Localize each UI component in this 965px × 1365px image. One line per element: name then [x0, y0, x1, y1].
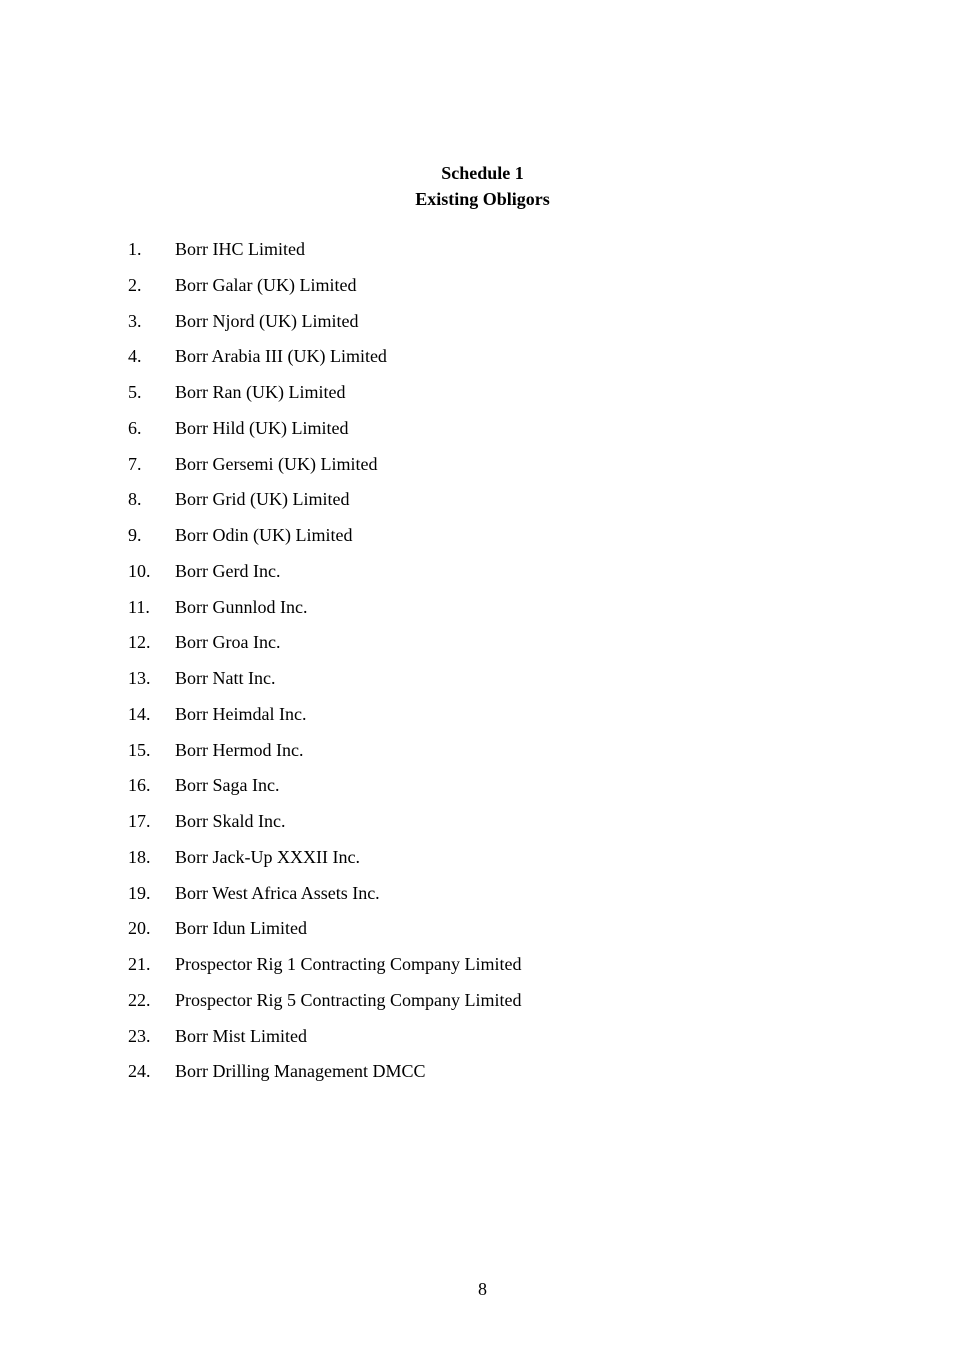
- item-number: 14.: [128, 703, 151, 724]
- item-number: 6.: [128, 417, 142, 438]
- item-number: 21.: [128, 954, 151, 974]
- schedule-subtitle: Existing Obligors: [415, 189, 550, 209]
- item-number: 19.: [128, 882, 151, 903]
- item-number: 20.: [128, 918, 151, 939]
- obligor-name: Borr Ran (UK) Limited: [175, 382, 346, 402]
- schedule-title: Schedule 1: [441, 163, 524, 183]
- obligor-name: Borr Gunnlod Inc.: [175, 596, 308, 617]
- item-number: 24.: [128, 1061, 151, 1082]
- item-number: 13.: [128, 668, 151, 688]
- obligor-name: Borr Galar (UK) Limited: [175, 274, 357, 295]
- obligor-name: Borr Njord (UK) Limited: [175, 310, 359, 331]
- obligor-name: Borr Saga Inc.: [175, 775, 280, 796]
- obligor-name: Prospector Rig 5 Contracting Company Limited: [175, 989, 522, 1010]
- obligor-name: Borr Groa Inc.: [175, 632, 281, 653]
- obligor-name: Borr Hild (UK) Limited: [175, 417, 349, 438]
- item-number: 16.: [128, 775, 151, 796]
- obligor-name: Borr Natt Inc.: [175, 668, 276, 688]
- item-number: 8.: [128, 489, 142, 510]
- item-number: 7.: [128, 453, 142, 474]
- item-number: 2.: [128, 274, 142, 295]
- item-number: 1.: [128, 239, 142, 259]
- obligor-name: Borr Drilling Management DMCC: [175, 1061, 426, 1082]
- obligor-name: Borr Mist Limited: [175, 1025, 307, 1046]
- obligor-name: Borr West Africa Assets Inc.: [175, 882, 380, 903]
- item-number: 3.: [128, 310, 142, 331]
- obligor-name: Borr Arabia III (UK) Limited: [175, 346, 387, 367]
- item-number: 23.: [128, 1025, 151, 1046]
- item-number: 11.: [128, 596, 150, 617]
- obligor-name: Borr Gerd Inc.: [175, 560, 281, 581]
- item-number: 15.: [128, 739, 151, 760]
- item-number: 4.: [128, 346, 142, 367]
- item-number: 22.: [128, 989, 151, 1010]
- item-number: 18.: [128, 846, 151, 867]
- page-number: 8: [478, 1279, 487, 1299]
- item-number: 10.: [128, 560, 151, 581]
- obligor-name: Prospector Rig 1 Contracting Company Limited: [175, 954, 522, 974]
- item-number: 17.: [128, 811, 151, 831]
- obligor-name: Borr Grid (UK) Limited: [175, 489, 350, 510]
- obligor-name: Borr Jack-Up XXXII Inc.: [175, 846, 360, 867]
- obligor-name: Borr Hermod Inc.: [175, 739, 304, 760]
- obligor-name: Borr Heimdal Inc.: [175, 703, 307, 724]
- obligor-name: Borr Idun Limited: [175, 918, 307, 939]
- obligor-name: Borr Skald Inc.: [175, 811, 286, 831]
- obligor-name: Borr IHC Limited: [175, 239, 305, 259]
- item-number: 12.: [128, 632, 151, 653]
- item-number: 5.: [128, 382, 142, 402]
- obligor-name: Borr Odin (UK) Limited: [175, 525, 353, 545]
- obligor-name: Borr Gersemi (UK) Limited: [175, 453, 378, 474]
- item-number: 9.: [128, 525, 142, 545]
